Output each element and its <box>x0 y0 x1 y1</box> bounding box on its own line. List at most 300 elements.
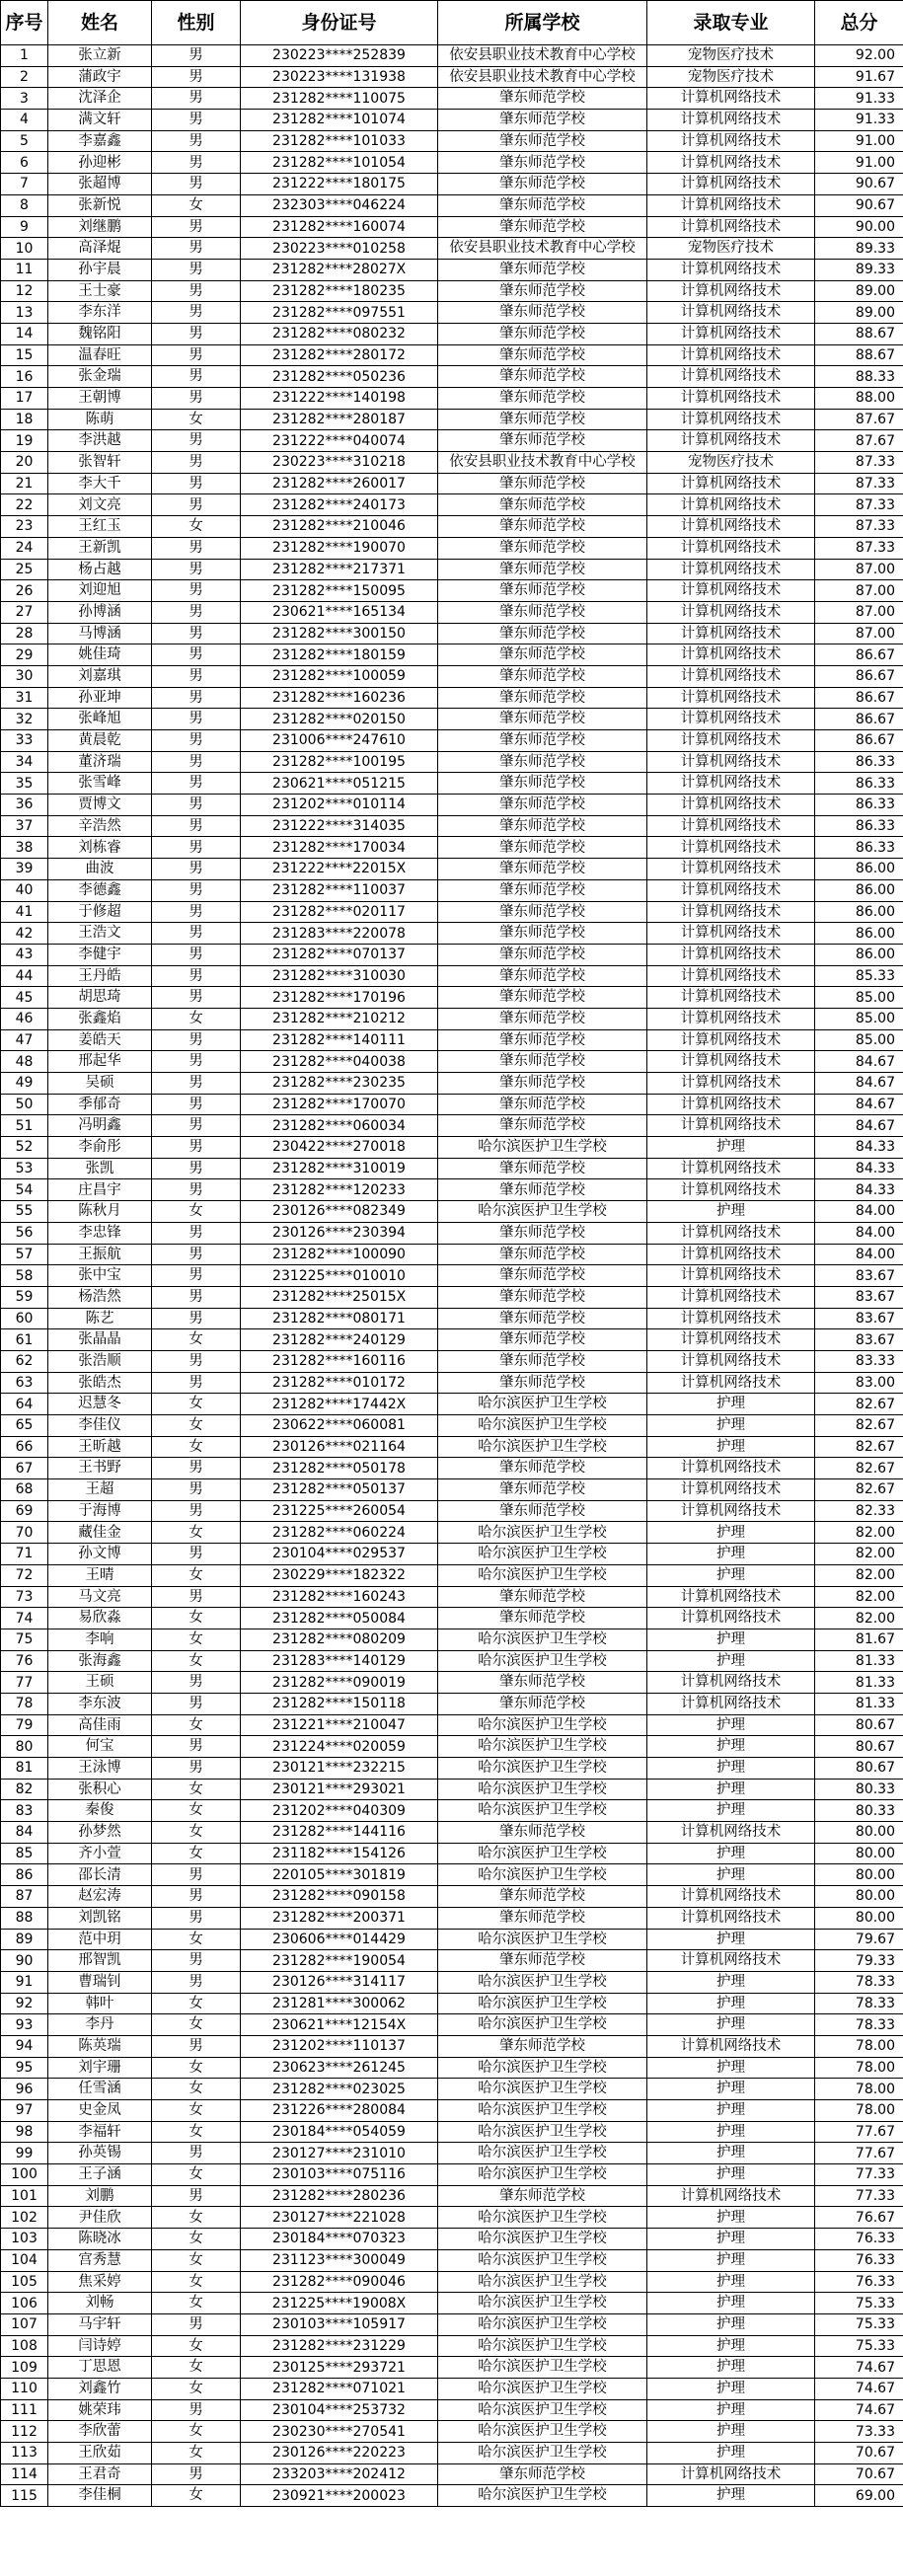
cell-index: 15 <box>1 344 48 366</box>
cell-id-number: 231282****090046 <box>241 2271 438 2293</box>
cell-id-number: 230921****200023 <box>241 2485 438 2507</box>
cell-score: 86.67 <box>815 730 903 752</box>
cell-gender: 女 <box>152 1415 241 1437</box>
cell-score: 84.00 <box>815 1201 903 1223</box>
cell-score: 82.00 <box>815 1608 903 1629</box>
cell-score: 80.33 <box>815 1800 903 1822</box>
cell-score: 82.67 <box>815 1394 903 1415</box>
cell-school: 哈尔滨医护卫生学校 <box>438 1758 647 1780</box>
cell-school: 肇东师范学校 <box>438 644 647 666</box>
cell-name: 王丹皓 <box>48 965 152 987</box>
cell-gender: 男 <box>152 1222 241 1244</box>
cell-id-number: 231282****190070 <box>241 537 438 559</box>
cell-major: 护理 <box>647 1629 815 1650</box>
cell-name: 杨占越 <box>48 559 152 580</box>
cell-score: 91.33 <box>815 110 903 131</box>
cell-score: 82.00 <box>815 1564 903 1586</box>
cell-id-number: 231225****260054 <box>241 1500 438 1522</box>
cell-id-number: 231282****17442X <box>241 1394 438 1415</box>
table-row <box>1 323 903 344</box>
cell-index: 28 <box>1 623 48 644</box>
cell-score: 84.67 <box>815 1115 903 1137</box>
cell-gender: 男 <box>152 859 241 880</box>
cell-major: 计算机网络技术 <box>647 751 815 773</box>
cell-gender: 男 <box>152 1308 241 1329</box>
cell-school: 依安县职业技术教育中心学校 <box>438 452 647 474</box>
cell-score: 75.33 <box>815 2293 903 2314</box>
cell-gender: 女 <box>152 2207 241 2229</box>
cell-major: 计算机网络技术 <box>647 795 815 816</box>
cell-major: 护理 <box>647 2121 815 2143</box>
cell-gender: 男 <box>152 66 241 88</box>
cell-id-number: 231282****160243 <box>241 1586 438 1608</box>
cell-major: 计算机网络技术 <box>647 687 815 709</box>
cell-index: 39 <box>1 859 48 880</box>
cell-major: 计算机网络技术 <box>647 1115 815 1137</box>
cell-major: 护理 <box>647 1650 815 1672</box>
table-row <box>1 987 903 1009</box>
table-row <box>1 45 903 67</box>
cell-index: 87 <box>1 1886 48 1908</box>
cell-score: 78.33 <box>815 1971 903 1993</box>
cell-score: 70.67 <box>815 2443 903 2464</box>
cell-gender: 女 <box>152 1800 241 1822</box>
cell-id-number: 230621****12154X <box>241 2014 438 2036</box>
table-row <box>1 2207 903 2229</box>
cell-name: 尹佳欣 <box>48 2207 152 2229</box>
cell-score: 83.00 <box>815 1372 903 1394</box>
cell-gender: 男 <box>152 388 241 410</box>
cell-major: 计算机网络技术 <box>647 280 815 302</box>
cell-index: 41 <box>1 901 48 923</box>
cell-school: 哈尔滨医护卫生学校 <box>438 2485 647 2507</box>
cell-major: 计算机网络技术 <box>647 516 815 538</box>
cell-id-number: 231282****170196 <box>241 987 438 1009</box>
cell-school: 肇东师范学校 <box>438 1693 647 1714</box>
cell-name: 王晴 <box>48 1564 152 1586</box>
cell-score: 87.33 <box>815 537 903 559</box>
cell-id-number: 231202****040309 <box>241 1800 438 1822</box>
cell-major: 计算机网络技术 <box>647 130 815 152</box>
cell-school: 哈尔滨医护卫生学校 <box>438 2143 647 2164</box>
cell-name: 张浩顺 <box>48 1350 152 1372</box>
cell-score: 87.00 <box>815 559 903 580</box>
cell-name: 刘文亮 <box>48 494 152 516</box>
cell-school: 依安县职业技术教育中心学校 <box>438 45 647 67</box>
cell-name: 张晶晶 <box>48 1329 152 1351</box>
cell-index: 2 <box>1 66 48 88</box>
cell-name: 李忠锋 <box>48 1222 152 1244</box>
cell-gender: 女 <box>152 1329 241 1351</box>
cell-gender: 男 <box>152 1864 241 1886</box>
cell-id-number: 231282****020117 <box>241 901 438 923</box>
cell-name: 刘嘉琪 <box>48 665 152 687</box>
table-row <box>1 1394 903 1415</box>
cell-major: 计算机网络技术 <box>647 709 815 730</box>
cell-school: 肇东师范学校 <box>438 773 647 795</box>
cell-major: 计算机网络技术 <box>647 773 815 795</box>
cell-school: 肇东师范学校 <box>438 537 647 559</box>
cell-id-number: 231222****180175 <box>241 174 438 195</box>
cell-id-number: 231282****25015X <box>241 1286 438 1308</box>
cell-index: 44 <box>1 965 48 987</box>
cell-gender: 男 <box>152 1586 241 1608</box>
cell-id-number: 220105****301819 <box>241 1864 438 1886</box>
cell-gender: 男 <box>152 879 241 901</box>
cell-score: 92.00 <box>815 45 903 67</box>
cell-index: 24 <box>1 537 48 559</box>
cell-school: 肇东师范学校 <box>438 216 647 238</box>
cell-school: 哈尔滨医护卫生学校 <box>438 2121 647 2143</box>
cell-major: 护理 <box>647 2249 815 2271</box>
cell-index: 103 <box>1 2229 48 2250</box>
cell-gender: 男 <box>152 1265 241 1287</box>
cell-id-number: 231282****200371 <box>241 1907 438 1929</box>
table-row <box>1 1522 903 1544</box>
cell-major: 计算机网络技术 <box>647 409 815 430</box>
cell-major: 护理 <box>647 1137 815 1159</box>
cell-index: 1 <box>1 45 48 67</box>
cell-school: 哈尔滨医护卫生学校 <box>438 2164 647 2186</box>
cell-name: 史金凤 <box>48 2100 152 2122</box>
cell-gender: 女 <box>152 1629 241 1650</box>
cell-id-number: 231282****101033 <box>241 130 438 152</box>
cell-school: 哈尔滨医护卫生学校 <box>438 2378 647 2399</box>
cell-major: 计算机网络技术 <box>647 965 815 987</box>
cell-major: 计算机网络技术 <box>647 88 815 110</box>
cell-index: 19 <box>1 430 48 452</box>
cell-name: 王书野 <box>48 1458 152 1479</box>
cell-index: 97 <box>1 2100 48 2122</box>
cell-index: 31 <box>1 687 48 709</box>
cell-school: 哈尔滨医护卫生学校 <box>438 2293 647 2314</box>
cell-school: 肇东师范学校 <box>438 1244 647 1265</box>
cell-major: 护理 <box>647 2079 815 2100</box>
cell-score: 86.33 <box>815 773 903 795</box>
cell-score: 88.67 <box>815 323 903 344</box>
cell-name: 张金瑞 <box>48 366 152 388</box>
cell-id-number: 231282****240173 <box>241 494 438 516</box>
cell-index: 64 <box>1 1394 48 1415</box>
cell-name: 吴硕 <box>48 1073 152 1095</box>
cell-index: 43 <box>1 944 48 965</box>
cell-major: 计算机网络技术 <box>647 559 815 580</box>
table-row <box>1 879 903 901</box>
cell-id-number: 231282****010172 <box>241 1372 438 1394</box>
cell-gender: 男 <box>152 216 241 238</box>
cell-score: 80.00 <box>815 1843 903 1864</box>
cell-gender: 男 <box>152 1886 241 1908</box>
cell-score: 91.67 <box>815 66 903 88</box>
cell-gender: 男 <box>152 1479 241 1501</box>
table-row <box>1 366 903 388</box>
table-row <box>1 2443 903 2464</box>
cell-name: 陈萌 <box>48 409 152 430</box>
table-row <box>1 1094 903 1115</box>
cell-index: 27 <box>1 601 48 623</box>
cell-school: 肇东师范学校 <box>438 302 647 324</box>
cell-gender: 男 <box>152 1950 241 1972</box>
cell-name: 刘继鹏 <box>48 216 152 238</box>
cell-index: 67 <box>1 1458 48 1479</box>
cell-name: 焦采婷 <box>48 2271 152 2293</box>
cell-name: 张雪峰 <box>48 773 152 795</box>
cell-index: 78 <box>1 1693 48 1714</box>
cell-gender: 男 <box>152 1179 241 1201</box>
cell-major: 护理 <box>647 1522 815 1544</box>
cell-id-number: 231222****040074 <box>241 430 438 452</box>
cell-name: 庄昌宇 <box>48 1179 152 1201</box>
cell-name: 董济瑞 <box>48 751 152 773</box>
cell-score: 83.33 <box>815 1350 903 1372</box>
cell-index: 55 <box>1 1201 48 1223</box>
cell-gender: 男 <box>152 494 241 516</box>
cell-index: 47 <box>1 1029 48 1051</box>
cell-index: 115 <box>1 2485 48 2507</box>
table-row <box>1 494 903 516</box>
cell-id-number: 231006****247610 <box>241 730 438 752</box>
cell-score: 91.33 <box>815 88 903 110</box>
cell-gender: 男 <box>152 559 241 580</box>
cell-name: 李洪越 <box>48 430 152 452</box>
table-row <box>1 1286 903 1308</box>
cell-id-number: 230223****131938 <box>241 66 438 88</box>
cell-school: 哈尔滨医护卫生学校 <box>438 1137 647 1159</box>
cell-major: 计算机网络技术 <box>647 302 815 324</box>
cell-school: 肇东师范学校 <box>438 1822 647 1844</box>
cell-score: 84.00 <box>815 1244 903 1265</box>
cell-name: 姜皓天 <box>48 1029 152 1051</box>
cell-id-number: 231282****310030 <box>241 965 438 987</box>
cell-index: 72 <box>1 1564 48 1586</box>
cell-score: 82.67 <box>815 1415 903 1437</box>
cell-score: 78.00 <box>815 2079 903 2100</box>
cell-school: 肇东师范学校 <box>438 516 647 538</box>
cell-score: 77.33 <box>815 2164 903 2186</box>
cell-name: 张凯 <box>48 1158 152 1179</box>
cell-major: 计算机网络技术 <box>647 901 815 923</box>
cell-name: 孙亚坤 <box>48 687 152 709</box>
cell-id-number: 231282****080232 <box>241 323 438 344</box>
cell-index: 109 <box>1 2357 48 2379</box>
cell-school: 哈尔滨医护卫生学校 <box>438 1436 647 1458</box>
table-row <box>1 110 903 131</box>
table-row <box>1 344 903 366</box>
table-row <box>1 1758 903 1780</box>
cell-index: 45 <box>1 987 48 1009</box>
cell-score: 83.67 <box>815 1329 903 1351</box>
table-row <box>1 644 903 666</box>
cell-major: 护理 <box>647 1394 815 1415</box>
cell-gender: 男 <box>152 1736 241 1758</box>
cell-id-number: 231283****220078 <box>241 923 438 945</box>
cell-gender: 男 <box>152 259 241 280</box>
cell-index: 52 <box>1 1137 48 1159</box>
cell-gender: 女 <box>152 1008 241 1029</box>
header-id-number: 身份证号 <box>241 1 438 45</box>
cell-index: 11 <box>1 259 48 280</box>
cell-gender: 男 <box>152 1094 241 1115</box>
cell-school: 肇东师范学校 <box>438 1179 647 1201</box>
cell-school: 肇东师范学校 <box>438 280 647 302</box>
cell-score: 86.33 <box>815 815 903 837</box>
cell-gender: 男 <box>152 2313 241 2335</box>
table-row <box>1 2378 903 2399</box>
cell-school: 肇东师范学校 <box>438 879 647 901</box>
cell-index: 54 <box>1 1179 48 1201</box>
cell-name: 黄晨乾 <box>48 730 152 752</box>
cell-school: 肇东师范学校 <box>438 923 647 945</box>
cell-name: 赵宏涛 <box>48 1886 152 1908</box>
cell-major: 计算机网络技术 <box>647 665 815 687</box>
cell-score: 82.00 <box>815 1522 903 1544</box>
cell-id-number: 231282****100195 <box>241 751 438 773</box>
cell-name: 胡思琦 <box>48 987 152 1009</box>
cell-id-number: 231222****140198 <box>241 388 438 410</box>
cell-id-number: 230230****270541 <box>241 2421 438 2443</box>
cell-school: 哈尔滨医护卫生学校 <box>438 1415 647 1437</box>
cell-score: 84.33 <box>815 1179 903 1201</box>
cell-index: 107 <box>1 2313 48 2335</box>
cell-major: 计算机网络技术 <box>647 366 815 388</box>
table-row <box>1 1179 903 1201</box>
cell-gender: 男 <box>152 837 241 859</box>
cell-name: 张智轩 <box>48 452 152 474</box>
cell-gender: 男 <box>152 687 241 709</box>
cell-name: 张海鑫 <box>48 1650 152 1672</box>
table-row <box>1 1693 903 1714</box>
cell-index: 65 <box>1 1415 48 1437</box>
table-row <box>1 601 903 623</box>
cell-name: 陈艺 <box>48 1308 152 1329</box>
cell-index: 20 <box>1 452 48 474</box>
cell-school: 肇东师范学校 <box>438 1008 647 1029</box>
cell-index: 102 <box>1 2207 48 2229</box>
cell-school: 哈尔滨医护卫生学校 <box>438 1394 647 1415</box>
cell-score: 78.00 <box>815 2057 903 2079</box>
cell-major: 护理 <box>647 2313 815 2335</box>
cell-index: 89 <box>1 1929 48 1950</box>
cell-id-number: 231226****280084 <box>241 2100 438 2122</box>
cell-id-number: 231282****080209 <box>241 1629 438 1650</box>
cell-id-number: 231282****280236 <box>241 2185 438 2207</box>
cell-major: 计算机网络技术 <box>647 1222 815 1244</box>
cell-major: 计算机网络技术 <box>647 1265 815 1287</box>
cell-major: 宠物医疗技术 <box>647 452 815 474</box>
cell-school: 哈尔滨医护卫生学校 <box>438 1736 647 1758</box>
cell-name: 王昕越 <box>48 1436 152 1458</box>
cell-id-number: 230223****310218 <box>241 452 438 474</box>
cell-name: 李德鑫 <box>48 879 152 901</box>
cell-id-number: 231282****071021 <box>241 2378 438 2399</box>
cell-major: 计算机网络技术 <box>647 730 815 752</box>
cell-school: 哈尔滨医护卫生学校 <box>438 2357 647 2379</box>
cell-index: 36 <box>1 795 48 816</box>
table-row <box>1 1672 903 1694</box>
cell-score: 83.67 <box>815 1286 903 1308</box>
table-row <box>1 2229 903 2250</box>
cell-major: 护理 <box>647 1843 815 1864</box>
cell-school: 哈尔滨医护卫生学校 <box>438 1779 647 1800</box>
cell-index: 110 <box>1 2378 48 2399</box>
cell-index: 68 <box>1 1479 48 1501</box>
cell-id-number: 231282****217371 <box>241 559 438 580</box>
cell-gender: 女 <box>152 1564 241 1586</box>
table-row <box>1 302 903 324</box>
table-row <box>1 1586 903 1608</box>
cell-index: 26 <box>1 580 48 602</box>
cell-major: 计算机网络技术 <box>647 859 815 880</box>
cell-name: 陈秋月 <box>48 1201 152 1223</box>
cell-name: 王君奇 <box>48 2463 152 2485</box>
cell-gender: 男 <box>152 1286 241 1308</box>
cell-gender: 男 <box>152 302 241 324</box>
cell-school: 肇东师范学校 <box>438 859 647 880</box>
cell-name: 范中玥 <box>48 1929 152 1950</box>
cell-major: 计算机网络技术 <box>647 1329 815 1351</box>
cell-score: 91.00 <box>815 130 903 152</box>
table-row <box>1 1158 903 1179</box>
cell-gender: 男 <box>152 1137 241 1159</box>
cell-index: 61 <box>1 1329 48 1351</box>
cell-school: 肇东师范学校 <box>438 1094 647 1115</box>
cell-name: 蒲政宇 <box>48 66 152 88</box>
cell-gender: 男 <box>152 2035 241 2057</box>
cell-id-number: 231224****020059 <box>241 1736 438 1758</box>
cell-id-number: 230621****165134 <box>241 601 438 623</box>
cell-gender: 男 <box>152 473 241 494</box>
cell-index: 108 <box>1 2335 48 2357</box>
cell-school: 肇东师范学校 <box>438 1115 647 1137</box>
cell-name: 宫秀慧 <box>48 2249 152 2271</box>
cell-id-number: 231282****140111 <box>241 1029 438 1051</box>
cell-gender: 男 <box>152 923 241 945</box>
cell-id-number: 231282****050137 <box>241 1479 438 1501</box>
cell-index: 21 <box>1 473 48 494</box>
cell-index: 18 <box>1 409 48 430</box>
cell-index: 6 <box>1 152 48 174</box>
cell-score: 75.33 <box>815 2335 903 2357</box>
cell-gender: 女 <box>152 1993 241 2014</box>
cell-index: 112 <box>1 2421 48 2443</box>
cell-gender: 女 <box>152 2293 241 2314</box>
table-row <box>1 1008 903 1029</box>
cell-school: 肇东师范学校 <box>438 388 647 410</box>
cell-score: 86.67 <box>815 644 903 666</box>
cell-gender: 女 <box>152 1201 241 1223</box>
cell-major: 护理 <box>647 1736 815 1758</box>
cell-gender: 男 <box>152 1244 241 1265</box>
table-row <box>1 2313 903 2335</box>
cell-major: 护理 <box>647 1415 815 1437</box>
cell-id-number: 230125****293721 <box>241 2357 438 2379</box>
cell-id-number: 231282****040038 <box>241 1051 438 1073</box>
cell-gender: 男 <box>152 1672 241 1694</box>
cell-score: 89.33 <box>815 238 903 260</box>
cell-name: 张峰旭 <box>48 709 152 730</box>
cell-school: 肇东师范学校 <box>438 1158 647 1179</box>
cell-score: 80.67 <box>815 1714 903 1736</box>
cell-major: 护理 <box>647 2164 815 2186</box>
table-row <box>1 687 903 709</box>
cell-score: 90.67 <box>815 174 903 195</box>
table-row <box>1 2121 903 2143</box>
cell-score: 86.00 <box>815 859 903 880</box>
cell-name: 刘鹏 <box>48 2185 152 2207</box>
cell-index: 91 <box>1 1971 48 1993</box>
cell-index: 32 <box>1 709 48 730</box>
cell-index: 29 <box>1 644 48 666</box>
